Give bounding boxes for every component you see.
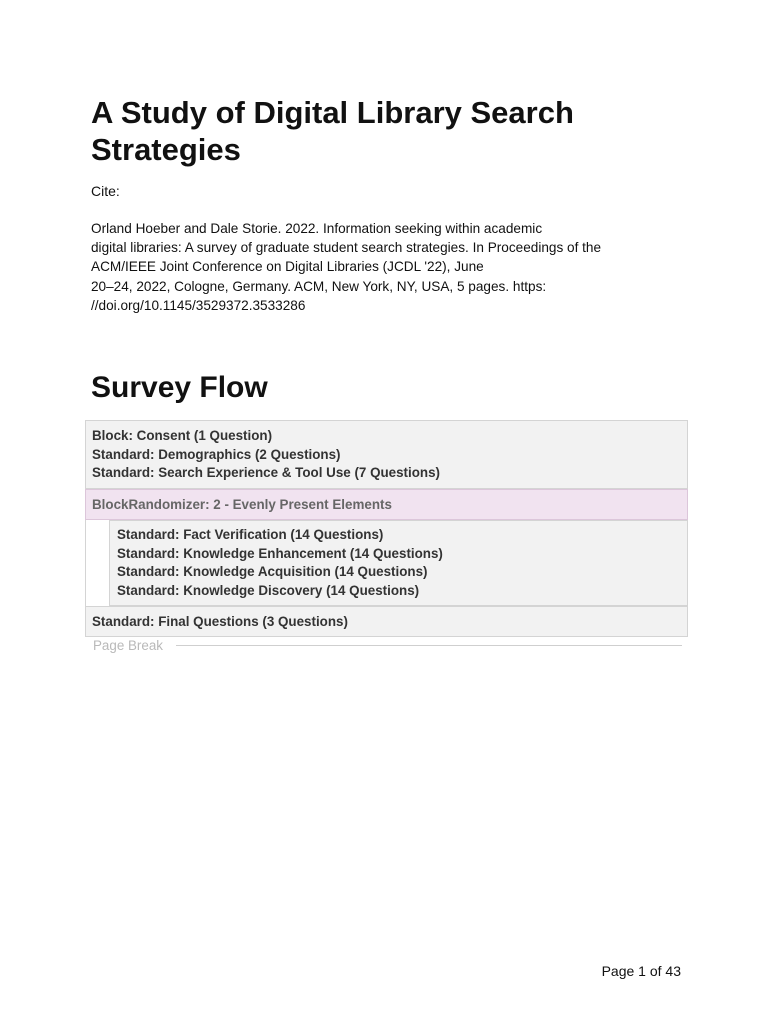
randomizer-label: BlockRandomizer: 2 - Evenly Present Elements <box>92 497 392 512</box>
cite-label: Cite: <box>91 183 120 199</box>
flow-item-knowledge-discovery: Standard: Knowledge Discovery (14 Questions) <box>117 582 420 598</box>
citation-line: digital libraries: A survey of graduate student search strategies. In Proceedings of the <box>91 240 602 256</box>
randomizer-children <box>85 520 688 606</box>
flow-item-knowledge-enhancement: Standard: Knowledge Enhancement (14 Questions) <box>117 545 443 561</box>
flow-block-final <box>85 606 688 637</box>
page-break-rule <box>176 645 682 646</box>
citation-line: ACM/IEEE Joint Conference on Digital Libraries (JCDL '22), June <box>91 259 484 275</box>
section-title-survey-flow: Survey Flow <box>91 371 268 404</box>
citation-line: //doi.org/10.1145/3529372.3533286 <box>91 297 306 313</box>
flow-block-randomizer <box>85 489 688 520</box>
indent-line <box>85 520 109 606</box>
document-title: A Study of Digital Library Search Strategies <box>91 95 574 167</box>
randomizer-children-box <box>109 520 688 606</box>
page-number: Page 1 of 43 <box>601 963 681 979</box>
page-break <box>93 637 683 655</box>
citation-line: Orland Hoeber and Dale Storie. 2022. Information seeking within academic <box>91 221 543 236</box>
flow-item-search-experience: Standard: Search Experience & Tool Use (7 Questions) <box>92 465 440 481</box>
flow-item-fact-verification: Standard: Fact Verification (14 Questions) <box>117 527 384 542</box>
flow-item-consent: Block: Consent (1 Question) <box>92 428 273 443</box>
survey-flow <box>85 420 688 637</box>
citation-text <box>91 219 651 315</box>
flow-item-final-questions: Standard: Final Questions (3 Questions) <box>92 614 348 629</box>
flow-block-top <box>85 420 688 489</box>
page-break-label: Page Break <box>93 638 163 653</box>
citation-line: 20–24, 2022, Cologne, Germany. ACM, New York, NY, USA, 5 pages. https: <box>91 278 547 294</box>
flow-item-knowledge-acquisition: Standard: Knowledge Acquisition (14 Questions) <box>117 564 428 580</box>
flow-item-demographics: Standard: Demographics (2 Questions) <box>92 446 341 462</box>
